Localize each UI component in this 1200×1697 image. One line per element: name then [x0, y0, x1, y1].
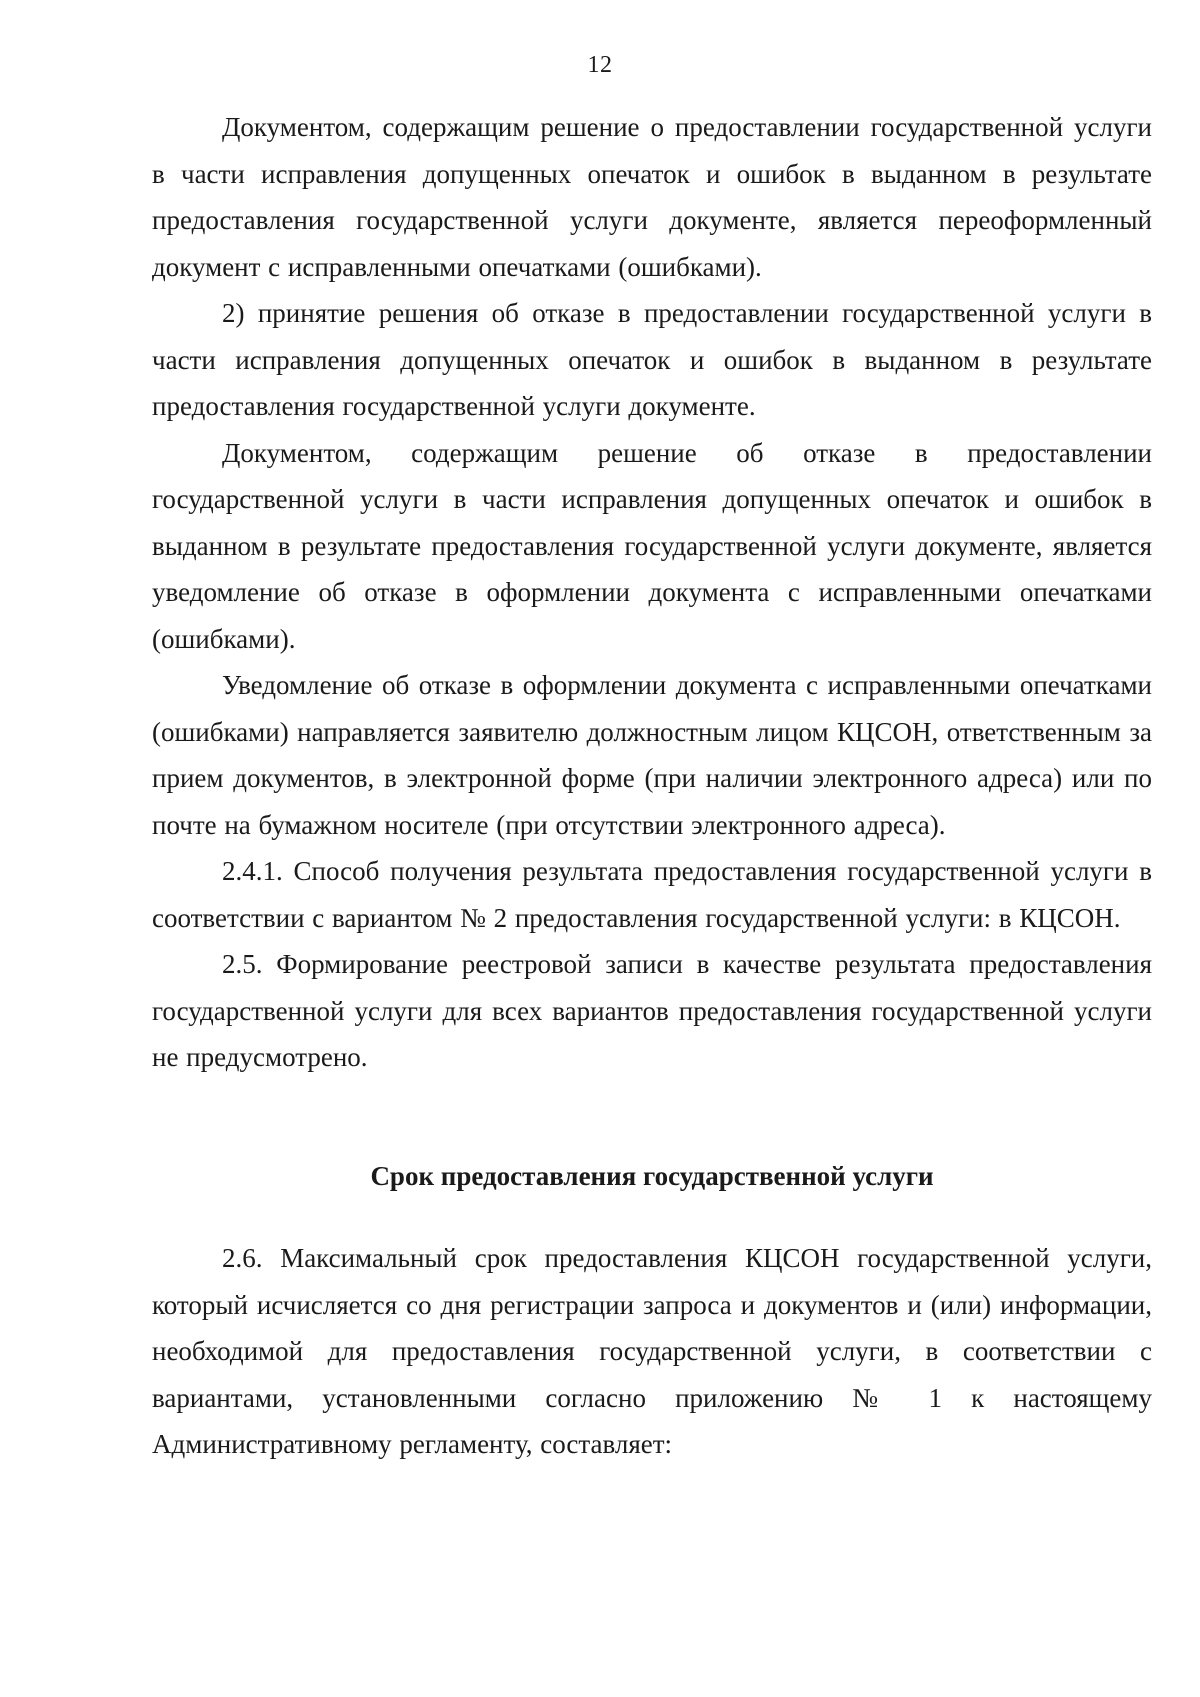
paragraph-refusal-decision: 2) принятие решения об отказе в предоставлении государственной услуги в части исправления допущенных опечаток и ошибок в выданном в результате предоставления государственной услуги документе. — [152, 298, 1152, 421]
paragraph-2-4-1: 2.4.1. Способ получения результата предоставления государственной услуги в соответствии с вариантом № 2 предоставления государственной услуги: в КЦСОН. — [152, 856, 1152, 933]
page-number: 12 — [587, 52, 613, 78]
paragraph-2-5: 2.5. Формирование реестровой записи в качестве результата предоставления государственной услуги для всех вариантов предоставления государственной услуги не предусмотрено. — [152, 949, 1152, 1072]
paragraph-refusal-notification: Уведомление об отказе в оформлении документа с исправленными опечатками (ошибками) направляется заявителю должностным лицом КЦСОН, ответственным за прием документов, в электронной форме (при наличии электронного адреса) или по почте на бумажном носителе (при отсутствии электронного адреса). — [152, 670, 1152, 840]
paragraph-decision-document: Документом, содержащим решение о предоставлении государственной услуги в части исправления допущенных опечаток и ошибок в выданном в результате предоставления государственной услуги документе, является переоформленный документ с исправленными опечатками (ошибками). — [152, 112, 1152, 282]
paragraph-refusal-document: Документом, содержащим решение об отказе в предоставлении государственной услуги в части исправления допущенных опечаток и ошибок в выданном в результате предоставления государственной услуги документе, является уведомление об отказе в оформлении документа с исправленными опечатками (ошибками). — [152, 437, 1152, 654]
document-body — [152, 104, 1152, 1468]
section-heading: Срок предоставления государственной услуги — [370, 1160, 934, 1191]
paragraph-2-6: 2.6. Максимальный срок предоставления КЦСОН государственной услуги, который исчисляется со дня регистрации запроса и документов и (или) информации, необходимой для предоставления государственной услуги, в соответствии с вариантами, установленными согласно приложению № 1 к настоящему Административному регламенту, составляет: — [152, 1243, 1152, 1459]
